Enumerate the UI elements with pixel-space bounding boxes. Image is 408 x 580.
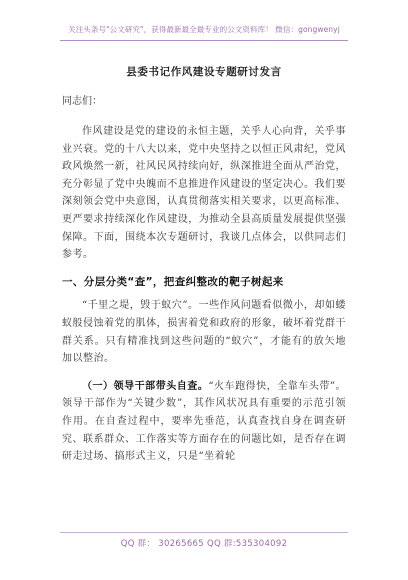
footer-qq-groups: QQ 群： 30265665 QQ 群:535304092 (120, 539, 288, 549)
document-title: 县委书记作风建设专题研讨发言 (126, 66, 282, 78)
section-heading-1: 一、分层分类“查”，把查纠整改的靶子树起来 (62, 275, 284, 288)
header-promo-note: 关注头条号"公文研究"，获得最新最全最专业的公文资料库！ 微信：gongwenyj (68, 25, 340, 34)
header-divider (60, 40, 348, 41)
salutation: 同志们： (62, 96, 102, 107)
section-1-paragraph: “千里之堤，毁于蚁穴”。一些作风问题看似微小，却如蝼蚁般侵蚀着党的肌体，损害着党和政府的形象，破坏着党群干群关系。只有精准找到这些问题的“蚁穴”，才能有的放矢地加以整治。 (62, 300, 346, 365)
subsection-1-paragraph (62, 378, 346, 466)
document-body (62, 92, 346, 466)
intro-paragraph: 作风建设是党的建设的永恒主题，关乎人心向背，关乎事业兴衰。党的十八大以来，党中央坚持之以恒正风肃纪，党风政风焕然一新，社风民风持续向好，纵深推进全面从严治党，充分彰显了党中央魄而不息推进作风建设的坚定决心。我们要深刻领会党中央意图，认真贯彻落实相关要求，以更高标准、更严要求持续深化作风建设，为推动全县高质量发展提供坚强保障。下面，围绕本次专题研讨，我谈几点体会，以供同志们参考。 (62, 126, 346, 261)
subsection-1-text: “火车跑得快，全靠车头带”。领导干部作为“关键少数”，其作风状况具有重要的示范引领作用。在自查过程中，要率先垂范，认真查找自身在调查研究、联系群众、工作落实等方面存在的问题比如，是否存在调研走过场、搞形式主义，只是“坐着轮 (62, 380, 346, 463)
footer-divider (60, 532, 348, 533)
subsection-heading-1: （一）领导干部带头自查。 (82, 380, 209, 392)
